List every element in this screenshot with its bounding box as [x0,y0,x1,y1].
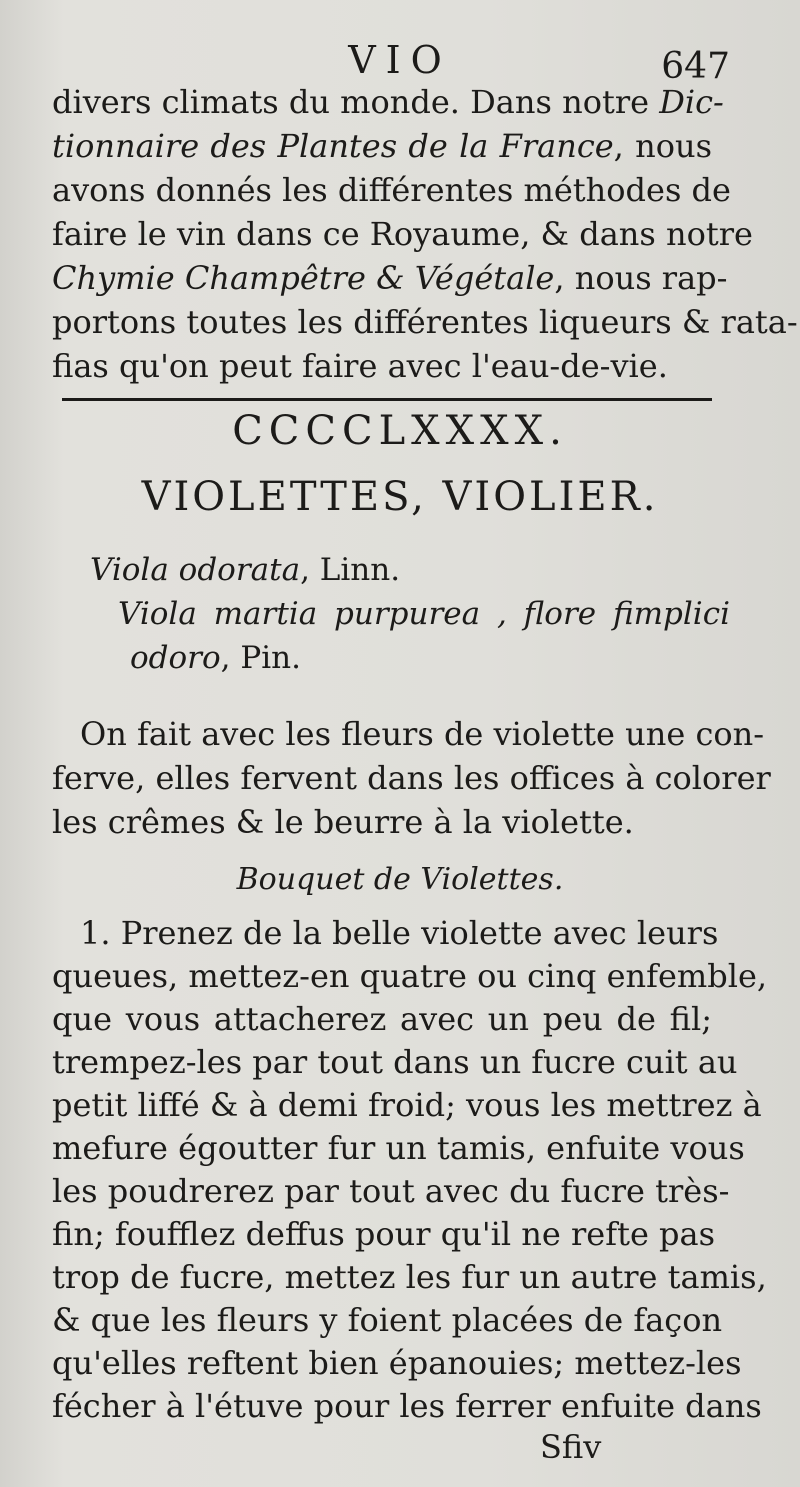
text-span: faire le vin dans ce Royaume, & dans notre [52,215,753,253]
text-line [52,124,712,168]
text-line [52,1084,762,1127]
text-span: trop de fucre, mettez les fur un autre tamis, [52,1258,767,1296]
text-span: fias qu'on peut faire avec l'eau-de-vie. [52,347,668,385]
text-line [52,300,798,344]
italic-text: odoro [130,640,221,676]
text-span: , nous [613,127,712,165]
text-line [90,548,730,592]
text-span: qu'elles reftent bien épanouies; mettez-les [52,1344,742,1382]
text-line [52,1213,716,1256]
page-number: 647 [661,46,730,87]
text-line [90,592,730,636]
text-span: divers climats du monde. Dans notre [52,83,660,121]
text-span: fécher à l'étuve pour les ferrer enfuite dans [52,1387,762,1425]
body-paragraph [52,712,771,844]
text-line [52,1342,742,1385]
text-span: queues, mettez-en quatre ou cinq enfemble, [52,957,768,995]
text-line [52,712,765,756]
intro-paragraph [52,80,798,388]
text-line [52,168,731,212]
text-line [52,256,728,300]
text-line [52,955,768,998]
text-span: , nous rap- [554,259,728,297]
text-span: fin; foufflez deffus pour qu'il ne refte pas [52,1215,716,1253]
italic-text: Viola martia purpurea , flore fimplici [118,596,730,632]
section-number: CCCCLXXXX. [232,408,568,454]
text-span: trempez-les par tout dans un fucre cuit au [52,1043,738,1081]
text-line [90,636,730,680]
botanical-names [90,548,730,680]
text-span: , Pin. [220,640,301,676]
text-span: portons toutes les différentes liqueurs & rata- [52,303,798,341]
italic-text: tionnaire des Plantes de la France [52,127,614,165]
section-title: VIOLETTES, VIOLIER. [141,474,659,520]
text-span: ferve, elles fervent dans les offices à colorer [52,759,771,797]
italic-text: Chymie Champêtre & Végétale [52,259,555,297]
text-span: & que les fleurs y foient placées de façon [52,1301,723,1339]
text-span: les crêmes & le beurre à la violette. [52,803,634,841]
text-line [52,80,724,124]
section-divider [62,398,712,401]
text-span: , Linn. [300,552,401,588]
recipe-paragraph [52,912,768,1428]
recipe-heading: Bouquet de Violettes. [236,862,564,897]
text-line [52,998,712,1041]
text-span: les poudrerez par tout avec du fucre très- [52,1172,730,1210]
text-line [52,1385,762,1428]
text-line [52,800,712,844]
text-line [52,1256,767,1299]
text-line [52,912,719,955]
italic-text: Dic- [659,83,724,121]
running-head-title: VIO [348,38,452,82]
text-span: mefure égoutter fur un tamis, enfuite vous [52,1129,745,1167]
text-line [52,756,771,800]
text-line [52,1170,730,1213]
text-span: avons donnés les différentes méthodes de [52,171,731,209]
italic-text: Viola odorata [90,552,301,588]
text-line [52,212,753,256]
text-line [52,1127,745,1170]
text-span: 1. Prenez de la belle violette avec leurs [80,914,719,952]
text-span: que vous attacherez avec un peu de fil; [52,1000,712,1038]
text-line [52,344,712,388]
text-span: On fait avec les fleurs de violette une con- [80,715,765,753]
text-span: petit liffé & à demi froid; vous les mettrez à [52,1086,762,1124]
signature-mark: Sfiv [540,1428,602,1466]
text-line [52,1299,723,1342]
text-line [52,1041,738,1084]
